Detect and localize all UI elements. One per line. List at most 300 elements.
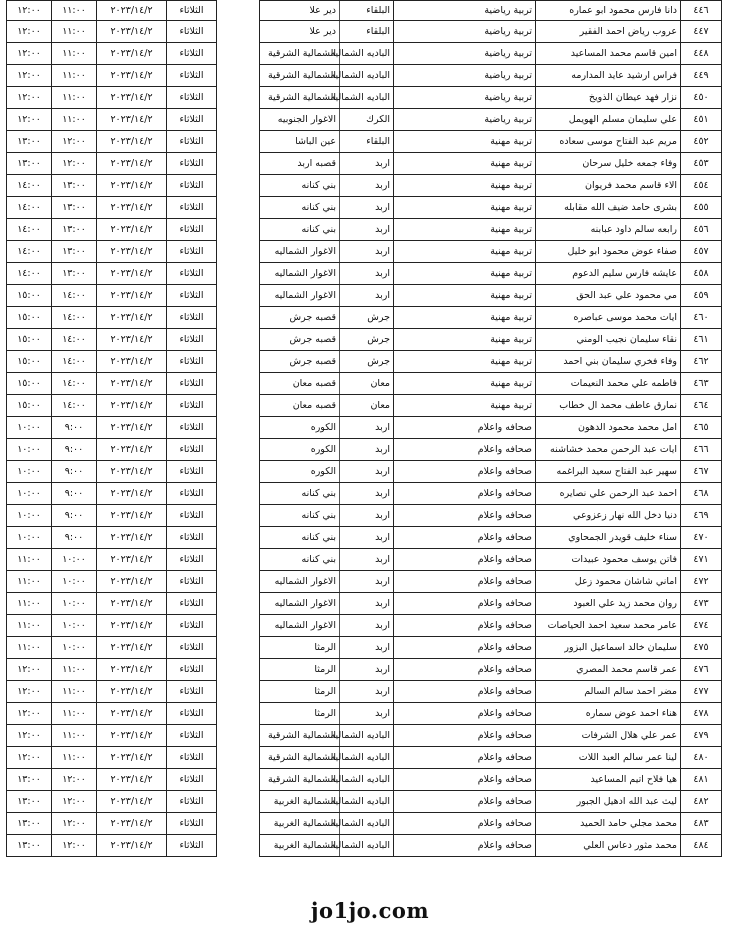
district-cell: الكوره bbox=[260, 439, 340, 461]
end-time-cell: ١٣:٠٠ bbox=[7, 813, 52, 835]
end-time-cell: ١١:٠٠ bbox=[7, 637, 52, 659]
sequence-number-cell: ٤٦١ bbox=[681, 329, 722, 351]
day-cell: الثلاثاء bbox=[167, 87, 217, 109]
table-row bbox=[7, 219, 722, 241]
gap-cell bbox=[217, 703, 260, 725]
table-row bbox=[7, 835, 722, 857]
table-row bbox=[7, 505, 722, 527]
table-row bbox=[7, 263, 722, 285]
candidate-name-cell: هناء احمد عوض سماره bbox=[536, 703, 681, 725]
start-time-cell: ١٢:٠٠ bbox=[52, 131, 97, 153]
gap-cell bbox=[217, 395, 260, 417]
day-cell: الثلاثاء bbox=[167, 219, 217, 241]
table-row bbox=[7, 43, 722, 65]
specialization-cell: تربية مهنية bbox=[394, 241, 536, 263]
end-time-cell: ١٠:٠٠ bbox=[7, 417, 52, 439]
sequence-number-cell: ٤٥٩ bbox=[681, 285, 722, 307]
candidate-name-cell: هيا فلاح اتيم المساعيد bbox=[536, 769, 681, 791]
end-time-cell: ١٢:٠٠ bbox=[7, 725, 52, 747]
start-time-cell: ١٠:٠٠ bbox=[52, 637, 97, 659]
gap-cell bbox=[217, 263, 260, 285]
sequence-number-cell: ٤٦٩ bbox=[681, 505, 722, 527]
date-cell: ٢٠٢٣/١٤/٢ bbox=[97, 43, 167, 65]
district-cell: الشمالية الشرقية bbox=[260, 747, 340, 769]
sequence-number-cell: ٤٧٢ bbox=[681, 571, 722, 593]
gap-cell bbox=[217, 527, 260, 549]
start-time-cell: ١١:٠٠ bbox=[52, 87, 97, 109]
gap-cell bbox=[217, 131, 260, 153]
start-time-cell: ١٢:٠٠ bbox=[52, 153, 97, 175]
date-cell: ٢٠٢٣/١٤/٢ bbox=[97, 725, 167, 747]
end-time-cell: ١٠:٠٠ bbox=[7, 483, 52, 505]
governorate-cell: الباديه الشماليه bbox=[340, 725, 394, 747]
date-cell: ٢٠٢٣/١٤/٢ bbox=[97, 505, 167, 527]
governorate-cell: اربد bbox=[340, 153, 394, 175]
governorate-cell: جرش bbox=[340, 307, 394, 329]
sequence-number-cell: ٤٥٦ bbox=[681, 219, 722, 241]
date-cell: ٢٠٢٣/١٤/٢ bbox=[97, 1, 167, 21]
candidate-name-cell: لينا عمر سالم العبد اللات bbox=[536, 747, 681, 769]
gap-cell bbox=[217, 659, 260, 681]
district-cell: الاغوار الشماليه bbox=[260, 593, 340, 615]
start-time-cell: ١٠:٠٠ bbox=[52, 549, 97, 571]
governorate-cell: اربد bbox=[340, 461, 394, 483]
governorate-cell: الباديه الشماليه bbox=[340, 769, 394, 791]
specialization-cell: صحافه واعلام bbox=[394, 681, 536, 703]
day-cell: الثلاثاء bbox=[167, 395, 217, 417]
district-cell: الاغوار الشماليه bbox=[260, 263, 340, 285]
date-cell: ٢٠٢٣/١٤/٢ bbox=[97, 219, 167, 241]
district-cell: قصبه جرش bbox=[260, 351, 340, 373]
governorate-cell: البلقاء bbox=[340, 1, 394, 21]
start-time-cell: ١٤:٠٠ bbox=[52, 351, 97, 373]
end-time-cell: ١٠:٠٠ bbox=[7, 505, 52, 527]
day-cell: الثلاثاء bbox=[167, 835, 217, 857]
sequence-number-cell: ٤٥٤ bbox=[681, 175, 722, 197]
day-cell: الثلاثاء bbox=[167, 43, 217, 65]
date-cell: ٢٠٢٣/١٤/٢ bbox=[97, 175, 167, 197]
end-time-cell: ١٤:٠٠ bbox=[7, 263, 52, 285]
sequence-number-cell: ٤٤٧ bbox=[681, 21, 722, 43]
end-time-cell: ١٢:٠٠ bbox=[7, 747, 52, 769]
date-cell: ٢٠٢٣/١٤/٢ bbox=[97, 263, 167, 285]
date-cell: ٢٠٢٣/١٤/٢ bbox=[97, 439, 167, 461]
district-cell: الشمالية الغربية bbox=[260, 813, 340, 835]
sequence-number-cell: ٤٥٨ bbox=[681, 263, 722, 285]
specialization-cell: صحافه واعلام bbox=[394, 527, 536, 549]
day-cell: الثلاثاء bbox=[167, 681, 217, 703]
district-cell: بني كنانه bbox=[260, 483, 340, 505]
date-cell: ٢٠٢٣/١٤/٢ bbox=[97, 791, 167, 813]
end-time-cell: ١٤:٠٠ bbox=[7, 241, 52, 263]
day-cell: الثلاثاء bbox=[167, 791, 217, 813]
district-cell: الشمالية الغربية bbox=[260, 791, 340, 813]
day-cell: الثلاثاء bbox=[167, 703, 217, 725]
governorate-cell: الباديه الشماليه bbox=[340, 87, 394, 109]
governorate-cell: اربد bbox=[340, 197, 394, 219]
candidate-name-cell: اماني شاشان محمود زعل bbox=[536, 571, 681, 593]
gap-cell bbox=[217, 87, 260, 109]
date-cell: ٢٠٢٣/١٤/٢ bbox=[97, 109, 167, 131]
district-cell: الرمثا bbox=[260, 703, 340, 725]
candidate-name-cell: احمد عبد الرحمن علي نصايره bbox=[536, 483, 681, 505]
gap-cell bbox=[217, 373, 260, 395]
gap-cell bbox=[217, 725, 260, 747]
end-time-cell: ١٠:٠٠ bbox=[7, 439, 52, 461]
date-cell: ٢٠٢٣/١٤/٢ bbox=[97, 637, 167, 659]
day-cell: الثلاثاء bbox=[167, 593, 217, 615]
candidate-name-cell: امين قاسم محمد المساعيد bbox=[536, 43, 681, 65]
specialization-cell: تربية رياضية bbox=[394, 43, 536, 65]
table-row bbox=[7, 593, 722, 615]
governorate-cell: اربد bbox=[340, 615, 394, 637]
candidate-name-cell: ايات عبد الرحمن محمد خشاشنه bbox=[536, 439, 681, 461]
day-cell: الثلاثاء bbox=[167, 197, 217, 219]
candidate-name-cell: دانا فارس محمود ابو عماره bbox=[536, 1, 681, 21]
sequence-number-cell: ٤٨٠ bbox=[681, 747, 722, 769]
table-row bbox=[7, 21, 722, 43]
specialization-cell: تربية مهنية bbox=[394, 131, 536, 153]
specialization-cell: صحافه واعلام bbox=[394, 659, 536, 681]
table-row bbox=[7, 417, 722, 439]
start-time-cell: ٩:٠٠ bbox=[52, 527, 97, 549]
gap-cell bbox=[217, 351, 260, 373]
specialization-cell: صحافه واعلام bbox=[394, 637, 536, 659]
day-cell: الثلاثاء bbox=[167, 439, 217, 461]
date-cell: ٢٠٢٣/١٤/٢ bbox=[97, 681, 167, 703]
date-cell: ٢٠٢٣/١٤/٢ bbox=[97, 153, 167, 175]
start-time-cell: ١١:٠٠ bbox=[52, 681, 97, 703]
gap-cell bbox=[217, 615, 260, 637]
gap-cell bbox=[217, 219, 260, 241]
governorate-cell: اربد bbox=[340, 703, 394, 725]
table-row bbox=[7, 197, 722, 219]
sequence-number-cell: ٤٥٠ bbox=[681, 87, 722, 109]
gap-cell bbox=[217, 505, 260, 527]
sequence-number-cell: ٤٤٨ bbox=[681, 43, 722, 65]
governorate-cell: اربد bbox=[340, 417, 394, 439]
day-cell: الثلاثاء bbox=[167, 571, 217, 593]
governorate-cell: اربد bbox=[340, 285, 394, 307]
gap-cell bbox=[217, 549, 260, 571]
start-time-cell: ١٣:٠٠ bbox=[52, 263, 97, 285]
table-row bbox=[7, 395, 722, 417]
start-time-cell: ٩:٠٠ bbox=[52, 461, 97, 483]
candidate-name-cell: رابعه سالم داود عبابنه bbox=[536, 219, 681, 241]
start-time-cell: ١٣:٠٠ bbox=[52, 219, 97, 241]
end-time-cell: ١٢:٠٠ bbox=[7, 43, 52, 65]
governorate-cell: اربد bbox=[340, 637, 394, 659]
governorate-cell: اربد bbox=[340, 593, 394, 615]
candidate-name-cell: عروب رياض احمد الفقير bbox=[536, 21, 681, 43]
candidate-name-cell: وفاء جمعه خليل سرحان bbox=[536, 153, 681, 175]
start-time-cell: ٩:٠٠ bbox=[52, 439, 97, 461]
district-cell: قصبه معان bbox=[260, 373, 340, 395]
candidate-name-cell: عمر قاسم محمد المصري bbox=[536, 659, 681, 681]
gap-cell bbox=[217, 593, 260, 615]
candidate-name-cell: امل محمد محمود الدهون bbox=[536, 417, 681, 439]
specialization-cell: تربية رياضية bbox=[394, 65, 536, 87]
sequence-number-cell: ٤٧١ bbox=[681, 549, 722, 571]
gap-cell bbox=[217, 417, 260, 439]
date-cell: ٢٠٢٣/١٤/٢ bbox=[97, 21, 167, 43]
specialization-cell: صحافه واعلام bbox=[394, 703, 536, 725]
governorate-cell: اربد bbox=[340, 483, 394, 505]
sequence-number-cell: ٤٧٨ bbox=[681, 703, 722, 725]
candidate-name-cell: نزار فهد عيطان الذويخ bbox=[536, 87, 681, 109]
candidate-name-cell: محمد مجلي حامد الحميد bbox=[536, 813, 681, 835]
gap-cell bbox=[217, 813, 260, 835]
governorate-cell: الكرك bbox=[340, 109, 394, 131]
candidate-name-cell: محمد مثور دعاس العلي bbox=[536, 835, 681, 857]
district-cell: الاغوار الشماليه bbox=[260, 615, 340, 637]
date-cell: ٢٠٢٣/١٤/٢ bbox=[97, 659, 167, 681]
candidate-name-cell: عامر محمد سعيد احمد الحياصات bbox=[536, 615, 681, 637]
day-cell: الثلاثاء bbox=[167, 65, 217, 87]
district-cell: قصبه جرش bbox=[260, 329, 340, 351]
specialization-cell: تربية مهنية bbox=[394, 219, 536, 241]
sequence-number-cell: ٤٦٤ bbox=[681, 395, 722, 417]
day-cell: الثلاثاء bbox=[167, 659, 217, 681]
date-cell: ٢٠٢٣/١٤/٢ bbox=[97, 329, 167, 351]
sequence-number-cell: ٤٧٦ bbox=[681, 659, 722, 681]
date-cell: ٢٠٢٣/١٤/٢ bbox=[97, 593, 167, 615]
date-cell: ٢٠٢٣/١٤/٢ bbox=[97, 571, 167, 593]
specialization-cell: تربية مهنية bbox=[394, 285, 536, 307]
table-row bbox=[7, 329, 722, 351]
end-time-cell: ١٣:٠٠ bbox=[7, 131, 52, 153]
start-time-cell: ٩:٠٠ bbox=[52, 483, 97, 505]
district-cell: قصبه معان bbox=[260, 395, 340, 417]
governorate-cell: معان bbox=[340, 395, 394, 417]
day-cell: الثلاثاء bbox=[167, 109, 217, 131]
date-cell: ٢٠٢٣/١٤/٢ bbox=[97, 527, 167, 549]
table-row bbox=[7, 527, 722, 549]
gap-cell bbox=[217, 197, 260, 219]
governorate-cell: معان bbox=[340, 373, 394, 395]
governorate-cell: البلقاء bbox=[340, 131, 394, 153]
district-cell: الكوره bbox=[260, 461, 340, 483]
sequence-number-cell: ٤٥٥ bbox=[681, 197, 722, 219]
end-time-cell: ١٢:٠٠ bbox=[7, 109, 52, 131]
date-cell: ٢٠٢٣/١٤/٢ bbox=[97, 483, 167, 505]
day-cell: الثلاثاء bbox=[167, 351, 217, 373]
table-row bbox=[7, 373, 722, 395]
start-time-cell: ١١:٠٠ bbox=[52, 21, 97, 43]
specialization-cell: تربية مهنية bbox=[394, 307, 536, 329]
specialization-cell: صحافه واعلام bbox=[394, 769, 536, 791]
table-row bbox=[7, 175, 722, 197]
date-cell: ٢٠٢٣/١٤/٢ bbox=[97, 549, 167, 571]
governorate-cell: البلقاء bbox=[340, 21, 394, 43]
end-time-cell: ١١:٠٠ bbox=[7, 571, 52, 593]
date-cell: ٢٠٢٣/١٤/٢ bbox=[97, 395, 167, 417]
specialization-cell: تربية رياضية bbox=[394, 109, 536, 131]
table-row bbox=[7, 703, 722, 725]
gap-cell bbox=[217, 109, 260, 131]
day-cell: الثلاثاء bbox=[167, 549, 217, 571]
end-time-cell: ١٣:٠٠ bbox=[7, 791, 52, 813]
district-cell: الشمالية الشرقية bbox=[260, 769, 340, 791]
candidate-name-cell: وفاء فخري سليمان بني احمد bbox=[536, 351, 681, 373]
start-time-cell: ١٤:٠٠ bbox=[52, 307, 97, 329]
start-time-cell: ١٣:٠٠ bbox=[52, 241, 97, 263]
start-time-cell: ١١:٠٠ bbox=[52, 659, 97, 681]
gap-cell bbox=[217, 571, 260, 593]
gap-cell bbox=[217, 241, 260, 263]
end-time-cell: ١٥:٠٠ bbox=[7, 285, 52, 307]
table-row bbox=[7, 65, 722, 87]
table-row bbox=[7, 131, 722, 153]
specialization-cell: صحافه واعلام bbox=[394, 439, 536, 461]
sequence-number-cell: ٤٥١ bbox=[681, 109, 722, 131]
end-time-cell: ١٥:٠٠ bbox=[7, 307, 52, 329]
day-cell: الثلاثاء bbox=[167, 483, 217, 505]
candidate-name-cell: علي سليمان مسلم الهويمل bbox=[536, 109, 681, 131]
governorate-cell: اربد bbox=[340, 241, 394, 263]
candidate-name-cell: فاطمه علي محمد النعيمات bbox=[536, 373, 681, 395]
district-cell: الشمالية الغربية bbox=[260, 835, 340, 857]
specialization-cell: صحافه واعلام bbox=[394, 571, 536, 593]
start-time-cell: ١٤:٠٠ bbox=[52, 395, 97, 417]
gap-cell bbox=[217, 791, 260, 813]
governorate-cell: اربد bbox=[340, 527, 394, 549]
gap-cell bbox=[217, 483, 260, 505]
gap-cell bbox=[217, 175, 260, 197]
governorate-cell: الباديه الشماليه bbox=[340, 43, 394, 65]
specialization-cell: تربية مهنية bbox=[394, 197, 536, 219]
governorate-cell: اربد bbox=[340, 681, 394, 703]
end-time-cell: ١٢:٠٠ bbox=[7, 21, 52, 43]
governorate-cell: الباديه الشماليه bbox=[340, 813, 394, 835]
specialization-cell: تربية رياضية bbox=[394, 1, 536, 21]
governorate-cell: اربد bbox=[340, 571, 394, 593]
start-time-cell: ١٢:٠٠ bbox=[52, 813, 97, 835]
sequence-number-cell: ٤٦٠ bbox=[681, 307, 722, 329]
district-cell: الرمثا bbox=[260, 681, 340, 703]
start-time-cell: ٩:٠٠ bbox=[52, 505, 97, 527]
day-cell: الثلاثاء bbox=[167, 263, 217, 285]
table-row bbox=[7, 1, 722, 21]
day-cell: الثلاثاء bbox=[167, 175, 217, 197]
end-time-cell: ١٥:٠٠ bbox=[7, 395, 52, 417]
day-cell: الثلاثاء bbox=[167, 615, 217, 637]
gap-cell bbox=[217, 769, 260, 791]
gap-cell bbox=[217, 461, 260, 483]
district-cell: بني كنانه bbox=[260, 505, 340, 527]
gap-cell bbox=[217, 681, 260, 703]
table-row bbox=[7, 813, 722, 835]
sequence-number-cell: ٤٥٧ bbox=[681, 241, 722, 263]
specialization-cell: تربية مهنية bbox=[394, 395, 536, 417]
site-watermark: jo1jo.com bbox=[310, 898, 430, 923]
governorate-cell: الباديه الشماليه bbox=[340, 65, 394, 87]
day-cell: الثلاثاء bbox=[167, 131, 217, 153]
governorate-cell: جرش bbox=[340, 329, 394, 351]
table-row bbox=[7, 769, 722, 791]
district-cell: الكوره bbox=[260, 417, 340, 439]
sequence-number-cell: ٤٦٣ bbox=[681, 373, 722, 395]
day-cell: الثلاثاء bbox=[167, 813, 217, 835]
day-cell: الثلاثاء bbox=[167, 1, 217, 21]
end-time-cell: ١٤:٠٠ bbox=[7, 197, 52, 219]
table-row bbox=[7, 571, 722, 593]
end-time-cell: ١٠:٠٠ bbox=[7, 527, 52, 549]
specialization-cell: تربية مهنية bbox=[394, 263, 536, 285]
district-cell: الاغوار الجنوبيه bbox=[260, 109, 340, 131]
sequence-number-cell: ٤٨٢ bbox=[681, 791, 722, 813]
specialization-cell: صحافه واعلام bbox=[394, 549, 536, 571]
day-cell: الثلاثاء bbox=[167, 769, 217, 791]
sequence-number-cell: ٤٤٩ bbox=[681, 65, 722, 87]
district-cell: الشمالية الشرقية bbox=[260, 43, 340, 65]
date-cell: ٢٠٢٣/١٤/٢ bbox=[97, 615, 167, 637]
date-cell: ٢٠٢٣/١٤/٢ bbox=[97, 87, 167, 109]
specialization-cell: تربية مهنية bbox=[394, 153, 536, 175]
table-row bbox=[7, 659, 722, 681]
gap-cell bbox=[217, 307, 260, 329]
table-row bbox=[7, 109, 722, 131]
governorate-cell: اربد bbox=[340, 263, 394, 285]
date-cell: ٢٠٢٣/١٤/٢ bbox=[97, 285, 167, 307]
date-cell: ٢٠٢٣/١٤/٢ bbox=[97, 373, 167, 395]
start-time-cell: ١٠:٠٠ bbox=[52, 571, 97, 593]
candidate-name-cell: ايات محمد موسى عباصره bbox=[536, 307, 681, 329]
end-time-cell: ١٢:٠٠ bbox=[7, 87, 52, 109]
end-time-cell: ١٢:٠٠ bbox=[7, 703, 52, 725]
table-row bbox=[7, 637, 722, 659]
governorate-cell: اربد bbox=[340, 175, 394, 197]
candidate-name-cell: نمارق عاطف محمد ال خطاب bbox=[536, 395, 681, 417]
start-time-cell: ١٢:٠٠ bbox=[52, 791, 97, 813]
district-cell: الشمالية الشرقية bbox=[260, 87, 340, 109]
specialization-cell: صحافه واعلام bbox=[394, 417, 536, 439]
district-cell: الاغوار الشماليه bbox=[260, 285, 340, 307]
gap-cell bbox=[217, 439, 260, 461]
governorate-cell: اربد bbox=[340, 219, 394, 241]
specialization-cell: صحافه واعلام bbox=[394, 813, 536, 835]
sequence-number-cell: ٤٦٥ bbox=[681, 417, 722, 439]
candidate-name-cell: عايشه فارس سليم الدعوم bbox=[536, 263, 681, 285]
district-cell: الشمالية الشرقية bbox=[260, 65, 340, 87]
date-cell: ٢٠٢٣/١٤/٢ bbox=[97, 747, 167, 769]
specialization-cell: صحافه واعلام bbox=[394, 593, 536, 615]
sequence-number-cell: ٤٤٦ bbox=[681, 1, 722, 21]
date-cell: ٢٠٢٣/١٤/٢ bbox=[97, 131, 167, 153]
start-time-cell: ١٠:٠٠ bbox=[52, 593, 97, 615]
exam-schedule-sheet bbox=[6, 0, 721, 857]
day-cell: الثلاثاء bbox=[167, 747, 217, 769]
district-cell: بني كنانه bbox=[260, 219, 340, 241]
start-time-cell: ١٠:٠٠ bbox=[52, 615, 97, 637]
district-cell: دير علا bbox=[260, 1, 340, 21]
candidate-name-cell: ليث عبد الله ادهيل الجبور bbox=[536, 791, 681, 813]
specialization-cell: صحافه واعلام bbox=[394, 725, 536, 747]
candidate-name-cell: سناء خليف قويدر الجمحاوي bbox=[536, 527, 681, 549]
sequence-number-cell: ٤٦٨ bbox=[681, 483, 722, 505]
governorate-cell: اربد bbox=[340, 549, 394, 571]
date-cell: ٢٠٢٣/١٤/٢ bbox=[97, 65, 167, 87]
day-cell: الثلاثاء bbox=[167, 527, 217, 549]
table-row bbox=[7, 351, 722, 373]
specialization-cell: تربية رياضية bbox=[394, 21, 536, 43]
start-time-cell: ١١:٠٠ bbox=[52, 109, 97, 131]
gap-cell bbox=[217, 21, 260, 43]
end-time-cell: ١٢:٠٠ bbox=[7, 681, 52, 703]
start-time-cell: ١١:٠٠ bbox=[52, 747, 97, 769]
date-cell: ٢٠٢٣/١٤/٢ bbox=[97, 197, 167, 219]
sequence-number-cell: ٤٥٢ bbox=[681, 131, 722, 153]
